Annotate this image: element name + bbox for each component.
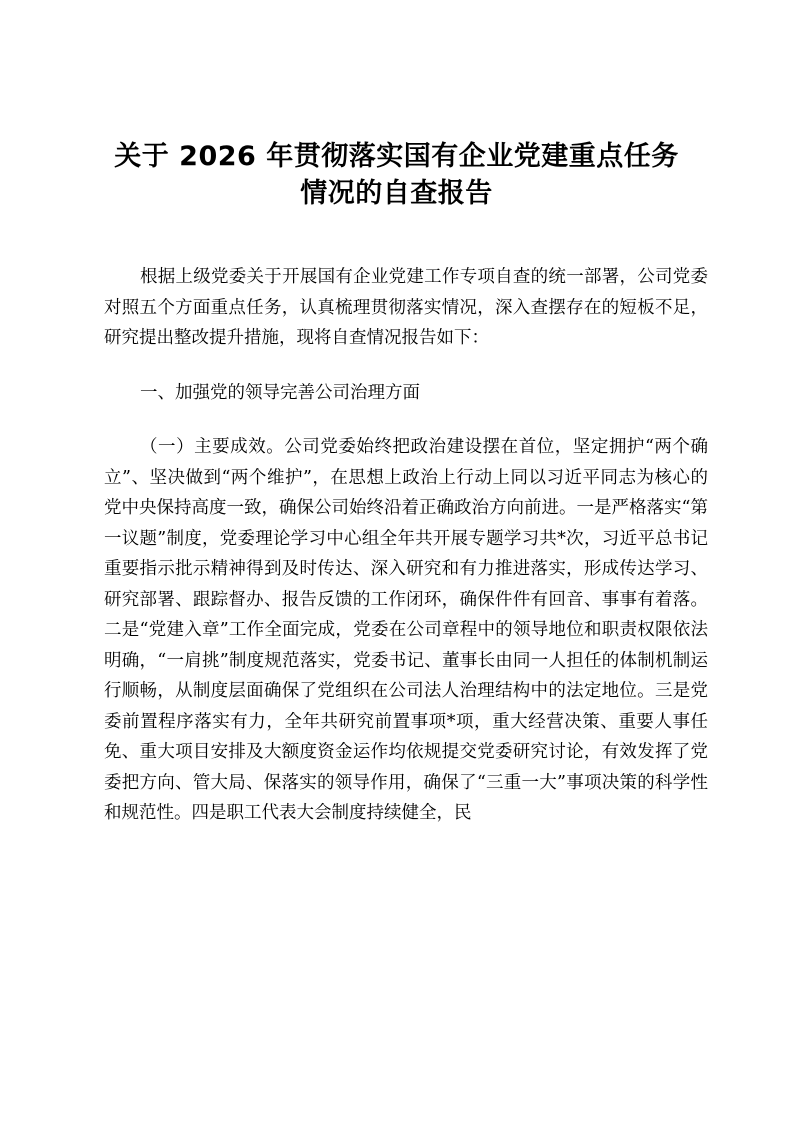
title-line-1: 关于 2026 年贯彻落实国有企业党建重点任务 xyxy=(114,141,679,172)
section-1-paragraph-1: （一）主要成效。公司党委始终把政治建设摆在首位，坚定拥护“两个确立”、坚决做到“两个维护”，在思想上政治上行动上同以习近平同志为核心的党中央保持高度一致，确保公司始终沿着正确政治方向前进。一是严格落实“第一议题”制度，党委理论学习中心组全年共开展专题学习共*次，习近平总书记重要指示批示精神得到及时传达、深入研究和有力推进落实，形成传达学习、研究部署、跟踪督办、报告反馈的工作闭环，确保件件有回音、事事有着落。二是“党建入章”工作全面完成，党委在公司章程中的领导地位和职责权限依法明确，“一肩挑”制度规范落实，党委书记、董事长由同一人担任的体制机制运行顺畅，从制度层面确保了党组织在公司法人治理结构中的法定地位。三是党委前置程序落实有力，全年共研究前置事项*项，重大经营决策、重要人事任免、重大项目安排及大额度资金运作均依规提交党委研究讨论，有效发挥了党委把方向、管大局、保落实的领导作用，确保了“三重一大”事项决策的科学性和规范性。四是职工代表大会制度持续健全，民 xyxy=(104,437,708,823)
title-line-2: 情况的自查报告 xyxy=(300,178,493,209)
section-heading-1: 一、加强党的领导完善公司治理方面 xyxy=(140,382,420,403)
document-title xyxy=(60,138,733,212)
intro-paragraph: 根据上级党委关于开展国有企业党建工作专项自查的统一部署，公司党委对照五个方面重点任务，认真梳理贯彻落实情况，深入查摆存在的短板不足，研究提出整改提升措施，现将自查情况报告如下： xyxy=(104,267,708,348)
document-body xyxy=(104,262,708,853)
